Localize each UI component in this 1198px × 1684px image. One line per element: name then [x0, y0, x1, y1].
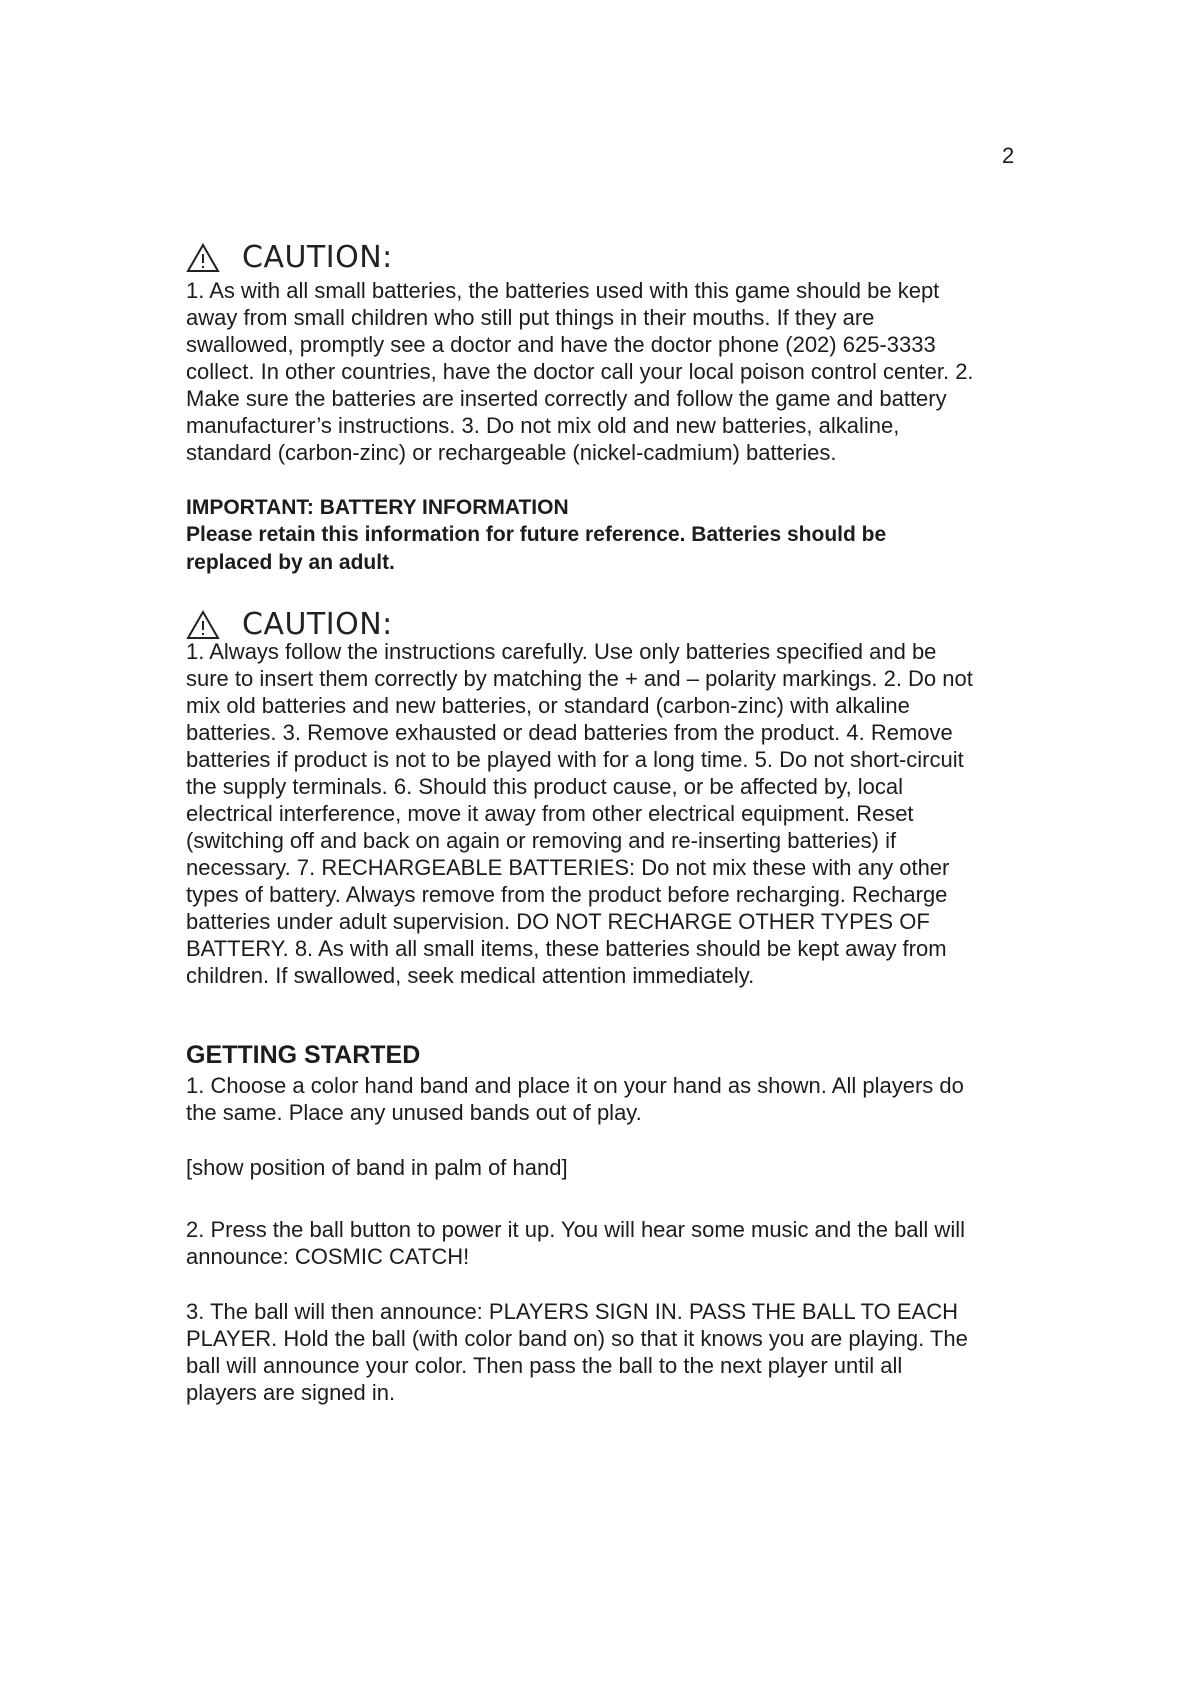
caution-heading-2-label: CAUTION:	[242, 607, 393, 642]
caution-heading-1	[186, 240, 393, 275]
image-placeholder-note: [show position of band in palm of hand]	[186, 1155, 568, 1180]
getting-started-heading: GETTING STARTED	[186, 1041, 421, 1069]
getting-started-step-3: 3. The ball will then announce: PLAYERS SIGN IN. PASS THE BALL TO EACH PLAYER. Hold the ball (with color band on) so that it knows you are playing. The ball will announce your color. Then pass the ball to the next player until all players are signed in.	[186, 1299, 968, 1405]
important-heading: IMPORTANT: BATTERY INFORMATION	[186, 496, 569, 519]
caution-heading-1-label: CAUTION:	[242, 240, 393, 275]
getting-started-step-2: 2. Press the ball button to power it up. You will hear some music and the ball will announce: COSMIC CATCH!	[186, 1217, 965, 1269]
page-number: 2	[1002, 143, 1015, 168]
warning-triangle-icon	[186, 243, 220, 273]
warning-triangle-icon	[186, 610, 220, 640]
getting-started-step-1: 1. Choose a color hand band and place it on your hand as shown. All players do the same. Place any unused bands out of play.	[186, 1073, 964, 1125]
important-text: Please retain this information for future reference. Batteries should be replaced by an adult.	[186, 523, 887, 574]
caution-heading-2	[186, 607, 393, 642]
caution-1-text: 1. As with all small batteries, the batteries used with this game should be kept away from small children who still put things in their mouths. If they are swallowed, promptly see a doctor and have the doctor phone (202) 625-3333 collect. In other countries, have the doctor call your local poison control center. 2. Make sure the batteries are inserted correctly and follow the game and battery manufacturer’s instructions. 3. Do not mix old and new batteries, alkaline, standard (carbon-zinc) or rechargeable (nickel-cadmium) batteries.	[186, 278, 974, 465]
caution-2-text: 1. Always follow the instructions carefully. Use only batteries specified and be sure to insert them correctly by matching the + and – polarity markings. 2. Do not mix old batteries and new batteries, or standard (carbon-zinc) with alkaline batteries. 3. Remove exhausted or dead batteries from the product. 4. Remove batteries if product is not to be played with for a long time. 5. Do not short-circuit the supply terminals. 6. Should this product cause, or be affected by, local electrical interference, move it away from other electrical equipment. Reset (switching off and back on again or removing and re-inserting batteries) if necessary. 7. RECHARGEABLE BATTERIES: Do not mix these with any other types of battery. Always remove from the product before recharging. Recharge batteries under adult supervision. DO NOT RECHARGE OTHER TYPES OF BATTERY. 8. As with all small items, these batteries should be kept away from children. If swallowed, seek medical attention immediately.	[186, 639, 973, 988]
